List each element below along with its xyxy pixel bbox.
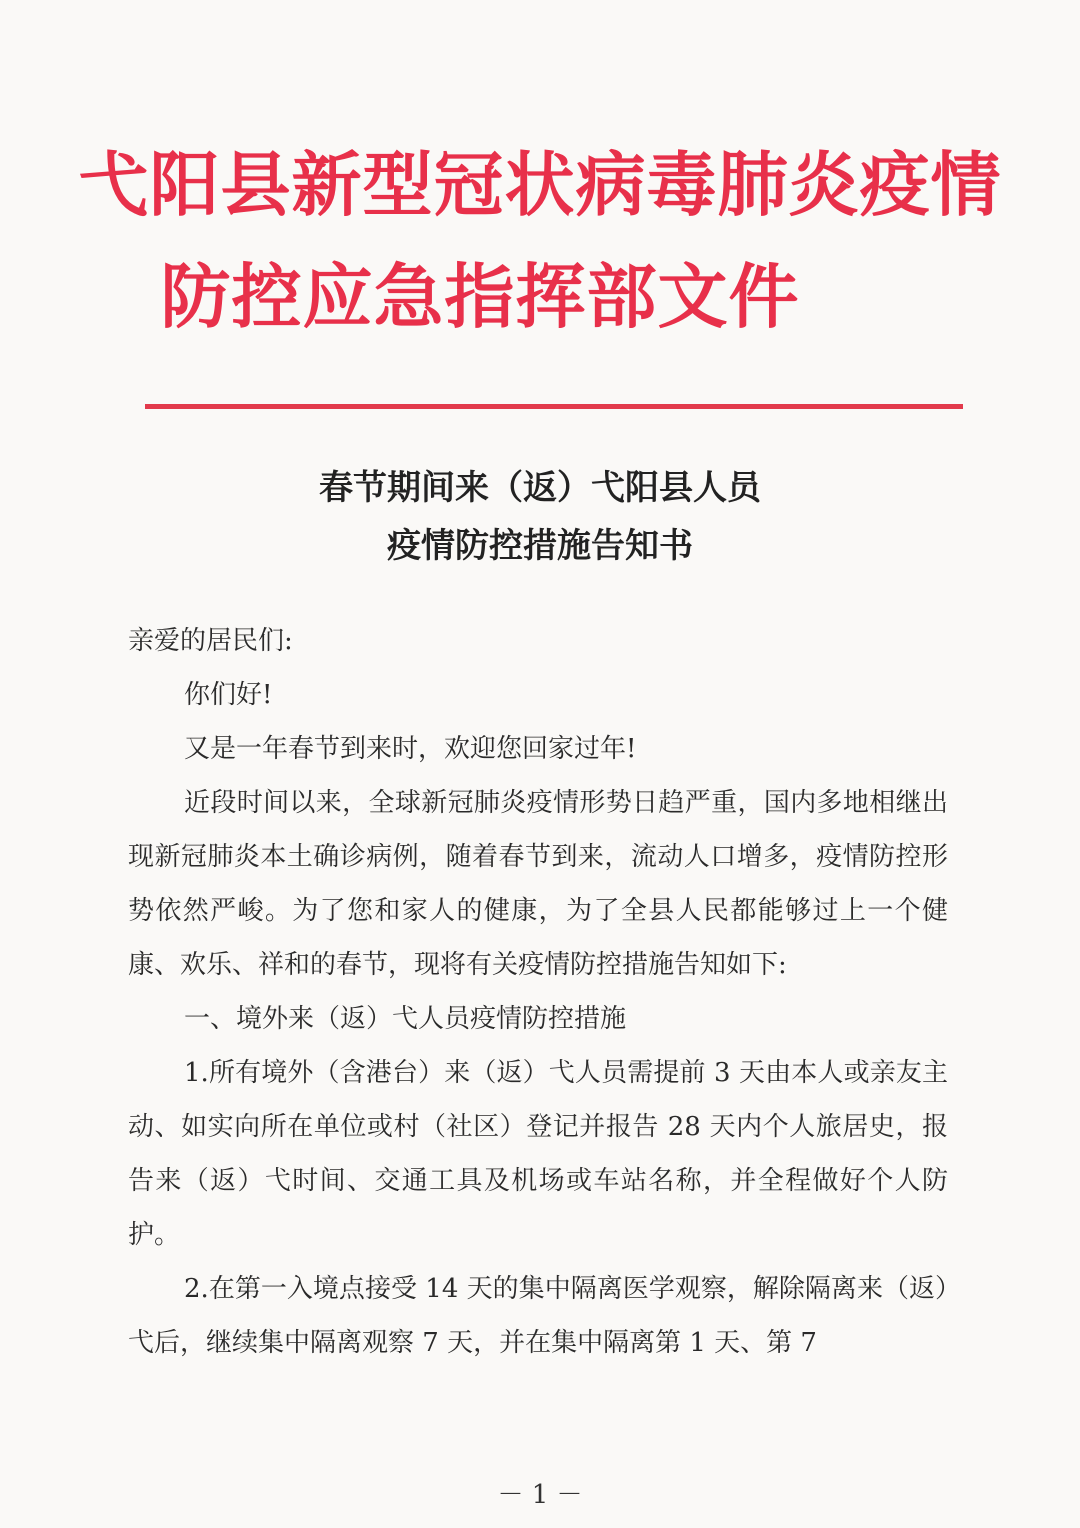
intro-paragraph: 近段时间以来，全球新冠肺炎疫情形势日趋严重，国内多地相继出现新冠肺炎本土确诊病例，随着春节到来，流动人口增多，疫情防控形势依然严峻。为了您和家人的健康，为了全县人民都能够过上一个健康、欢乐、祥和的春节，现将有关疫情防控措施告知如下: — [128, 788, 948, 980]
salutation: 亲爱的居民们: — [128, 626, 293, 656]
red-divider-rule — [145, 404, 963, 409]
measure-item-1: 1.所有境外（含港台）来（返）弋人员需提前 3 天由本人或亲友主动、如实向所在单位或村（社区）登记并报告 28 天内个人旅居史，报告来（返）弋时间、交通工具及机场或车站名称，并全程做好个人防护。 — [128, 1058, 948, 1250]
issuer-header-line-2: 防控应急指挥部文件 — [160, 255, 800, 338]
measure-item-2: 2.在第一入境点接受 14 天的集中隔离医学观察，解除隔离来（返）弋后，继续集中隔离观察 7 天，并在集中隔离第 1 天、第 7 — [128, 1274, 948, 1358]
document-title-line-2: 疫情防控措施告知书 — [387, 526, 693, 566]
welcome-paragraph: 又是一年春节到来时，欢迎您回家过年! — [184, 734, 637, 764]
document-body — [128, 614, 948, 1370]
greeting: 你们好! — [184, 680, 273, 710]
page-number: － 1 － — [497, 1480, 583, 1510]
issuer-header-line-1: 弋阳县新型冠状病毒肺炎疫情 — [78, 143, 1002, 226]
section-1-heading: 一、境外来（返）弋人员疫情防控措施 — [184, 1004, 627, 1034]
document-title-line-1: 春节期间来（返）弋阳县人员 — [319, 468, 761, 508]
